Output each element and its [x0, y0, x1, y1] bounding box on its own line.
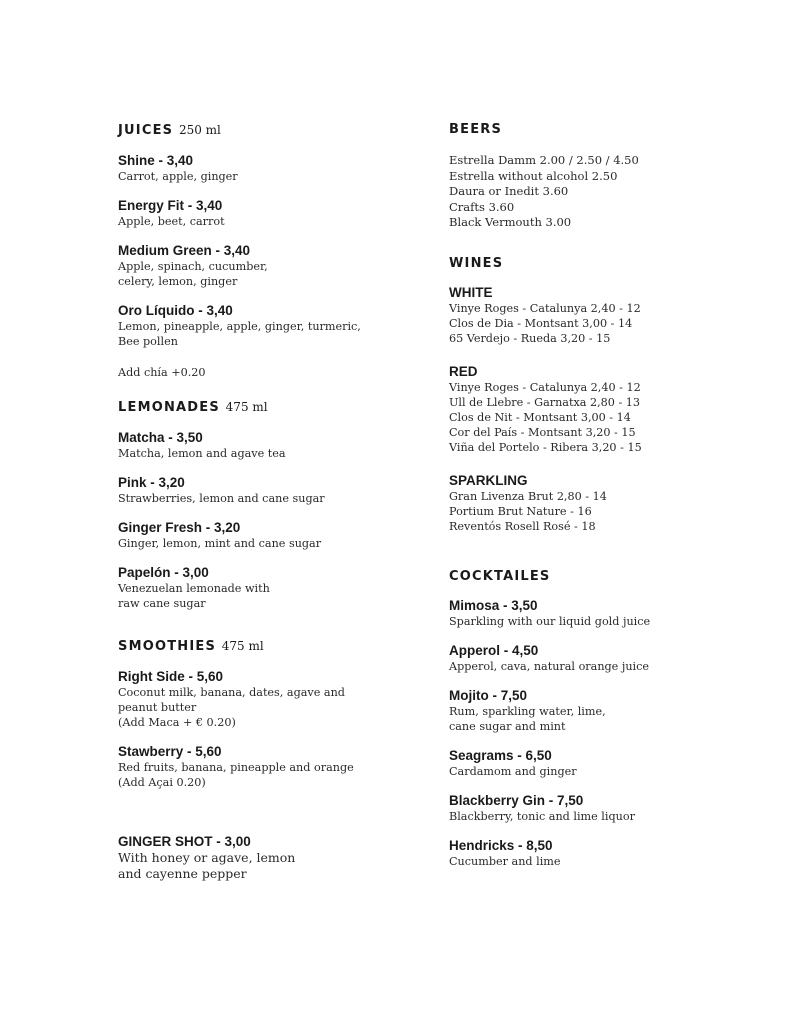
menu-item	[118, 565, 418, 611]
item-description: Red fruits, banana, pineapple and orange (Add Açai 0.20)	[118, 761, 354, 789]
item-description: Apple, spinach, cucumber, celery, lemon, ginger	[118, 260, 268, 288]
wine-line: Ull de Llebre - Garnatxa 2,80 - 13	[449, 395, 641, 409]
menu-item	[449, 598, 769, 629]
cocktails-section	[449, 568, 769, 869]
juices-note: Add chía +0.20	[118, 366, 206, 379]
menu-item	[449, 748, 769, 779]
juices-section	[118, 121, 418, 380]
item-description: Cardamom and ginger	[449, 764, 577, 778]
item-description: Rum, sparkling water, lime, cane sugar and mint	[449, 704, 606, 733]
menu-item	[118, 669, 418, 730]
sparkling-wine-title: SPARKLING	[449, 472, 528, 488]
menu-item	[118, 153, 418, 184]
beers-title: BEERS	[449, 122, 503, 137]
item-name: Energy Fit - 3,40	[118, 198, 223, 213]
item-description: Carrot, apple, ginger	[118, 170, 238, 183]
beer-line: Estrella without alcohol 2.50	[449, 168, 618, 183]
smoothies-section	[118, 637, 418, 790]
menu-item	[449, 643, 769, 674]
wines-section	[449, 255, 769, 534]
item-name: Hendricks - 8,50	[449, 837, 553, 853]
red-wine-list	[449, 380, 769, 455]
item-name: GINGER SHOT - 3,00	[118, 834, 251, 849]
menu-item	[449, 688, 769, 734]
juices-size: 250 ml	[178, 123, 221, 137]
lemonades-title: LEMONADES 475 ml	[118, 400, 268, 415]
wine-line: Vinye Roges - Catalunya 2,40 - 12	[449, 380, 641, 394]
item-name: Oro Líquido - 3,40	[118, 303, 233, 318]
item-name: Mojito - 7,50	[449, 687, 528, 703]
item-description: Venezuelan lemonade with raw cane sugar	[118, 582, 270, 610]
beer-line: Estrella Damm 2.00 / 2.50 / 4.50	[449, 153, 639, 167]
item-name: Medium Green - 3,40	[118, 243, 251, 258]
white-wine-list	[449, 301, 769, 346]
wine-line: Viña del Portelo - Ribera 3,20 - 15	[449, 440, 642, 454]
wine-line: Clos de Dia - Montsant 3,00 - 14	[449, 316, 633, 330]
wine-line: Portium Brut Nature - 16	[449, 504, 592, 518]
beers-list	[449, 153, 769, 231]
wine-line: Vinye Roges - Catalunya 2,40 - 12	[449, 301, 641, 315]
menu-item	[118, 198, 418, 229]
item-name: Matcha - 3,50	[118, 430, 203, 445]
menu-item	[118, 520, 418, 551]
beers-section	[449, 121, 769, 231]
item-name: Apperol - 4,50	[449, 642, 539, 658]
menu-item	[118, 744, 418, 790]
sparkling-wine-list	[449, 489, 769, 534]
cocktails-title: COCKTAILES	[449, 568, 551, 584]
item-name: Ginger Fresh - 3,20	[118, 520, 241, 535]
item-description: Strawberries, lemon and cane sugar	[118, 492, 325, 505]
item-description: With honey or agave, lemon and cayenne pepper	[118, 850, 296, 881]
wine-line: Cor del País - Montsant 3,20 - 15	[449, 425, 636, 439]
item-description: Coconut milk, banana, dates, agave and peanut butter (Add Maca + € 0.20)	[118, 686, 345, 729]
item-name: Pink - 3,20	[118, 475, 185, 490]
juices-title: JUICES 250 ml	[118, 123, 221, 138]
menu-item	[449, 838, 769, 869]
menu-item	[118, 430, 418, 461]
item-name: Seagrams - 6,50	[449, 747, 552, 763]
item-description: Matcha, lemon and agave tea	[118, 447, 286, 460]
item-description: Sparkling with our liquid gold juice	[449, 614, 651, 628]
wine-line: Gran Livenza Brut 2,80 - 14	[449, 489, 607, 503]
wines-title: WINES	[449, 255, 504, 271]
item-description: Apperol, cava, natural orange juice	[449, 659, 649, 673]
red-wine-title: RED	[449, 363, 478, 379]
beer-line: Daura or Inedit 3.60	[449, 184, 569, 198]
wine-line: 65 Verdejo - Rueda 3,20 - 15	[449, 331, 611, 345]
beer-line: Black Vermouth 3.00	[449, 215, 572, 229]
right-column	[449, 121, 769, 869]
menu-item	[449, 793, 769, 824]
menu-item	[118, 303, 418, 349]
item-name: Stawberry - 5,60	[118, 744, 222, 759]
item-description: Cucumber and lime	[449, 854, 561, 868]
white-wine-title: WHITE	[449, 284, 493, 300]
menu-item	[118, 475, 418, 506]
item-description: Apple, beet, carrot	[118, 215, 225, 228]
lemonades-section	[118, 398, 418, 611]
item-name: Right Side - 5,60	[118, 669, 224, 684]
item-name: Mimosa - 3,50	[449, 597, 538, 613]
menu-item	[118, 243, 418, 289]
item-name: Papelón - 3,00	[118, 565, 209, 580]
item-description: Lemon, pineapple, apple, ginger, turmeric, Bee pollen	[118, 320, 361, 348]
ginger-shot	[118, 834, 418, 882]
wine-line: Clos de Nit - Montsant 3,00 - 14	[449, 410, 631, 424]
smoothies-title: SMOOTHIES 475 ml	[118, 639, 264, 654]
beer-line: Crafts 3.60	[449, 199, 515, 214]
wine-line: Reventós Rosell Rosé - 18	[449, 519, 596, 533]
item-description: Blackberry, tonic and lime liquor	[449, 809, 635, 823]
item-description: Ginger, lemon, mint and cane sugar	[118, 537, 322, 550]
item-name: Shine - 3,40	[118, 153, 194, 168]
smoothies-size: 475 ml	[221, 639, 264, 653]
left-column	[118, 121, 418, 882]
lemonades-size: 475 ml	[225, 400, 268, 414]
item-name: Blackberry Gin - 7,50	[449, 792, 584, 808]
